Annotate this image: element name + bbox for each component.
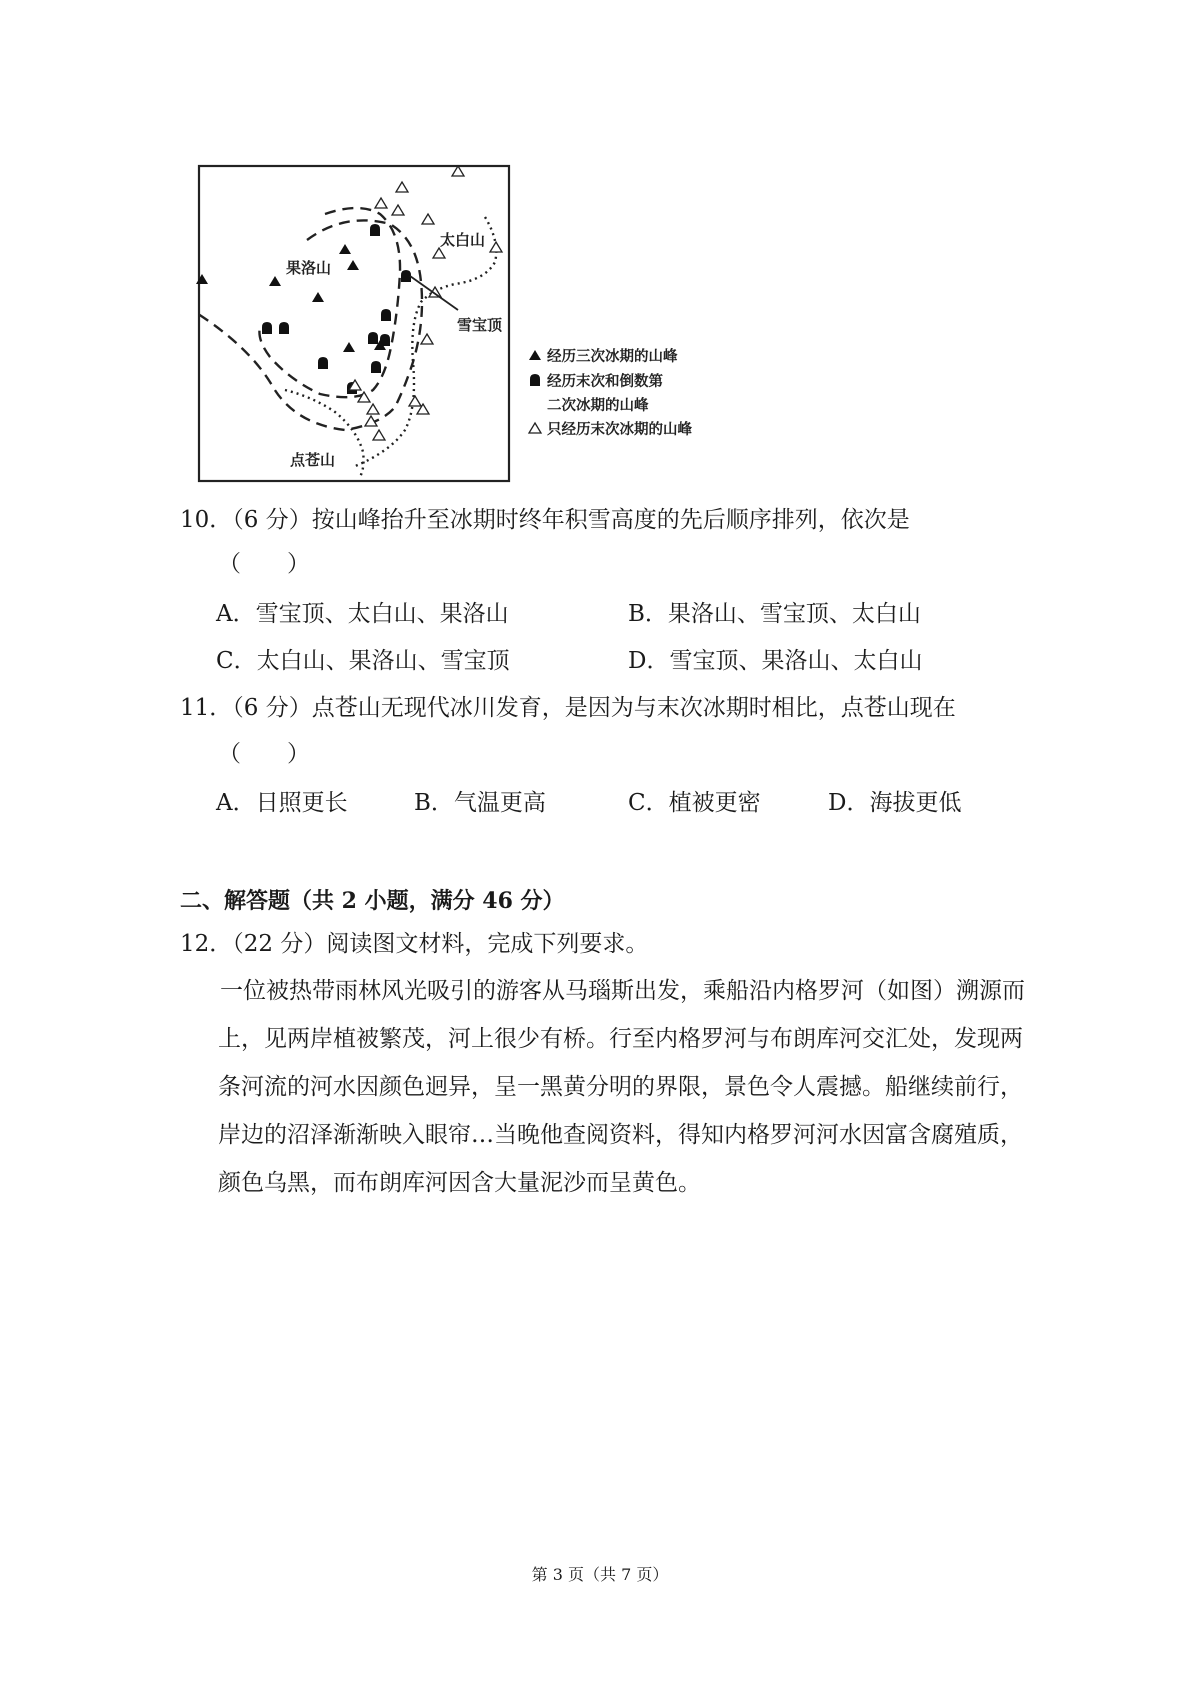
label-xuebao: 雪宝顶 bbox=[457, 316, 503, 334]
legend-item-2: 经历末次和倒数第 bbox=[547, 374, 663, 390]
peak-three-glaciations bbox=[339, 244, 351, 254]
legend-hollow-triangle-icon bbox=[529, 423, 541, 433]
page-footer: 第 3 页（共 7 页） bbox=[531, 1565, 669, 1584]
option-letter: B． bbox=[628, 601, 668, 627]
q10-option-b bbox=[628, 598, 921, 630]
label-taibai: 太白山 bbox=[440, 231, 486, 249]
option-text: 雪宝顶、太白山、果洛山 bbox=[255, 601, 509, 627]
peak-last-two-glaciations bbox=[401, 270, 411, 282]
q11-option-c bbox=[628, 787, 761, 819]
peak-three-glaciations bbox=[269, 276, 281, 286]
option-text: 雪宝顶、果洛山、太白山 bbox=[669, 648, 923, 674]
peak-last-glaciation-only bbox=[375, 198, 387, 208]
peak-last-glaciation-only bbox=[392, 205, 404, 215]
peak-last-glaciation-only bbox=[396, 182, 408, 192]
legend-item-1: 经历三次冰期的山峰 bbox=[547, 349, 678, 365]
legend-item-4: 只经历末次冰期的山峰 bbox=[547, 422, 692, 438]
q12-score: （22 分） bbox=[232, 931, 327, 957]
q11-option-b bbox=[414, 787, 546, 819]
peak-three-glaciations bbox=[196, 274, 208, 284]
q12-number: 12． bbox=[180, 931, 233, 957]
peak-last-glaciation-only bbox=[421, 334, 433, 344]
peak-last-two-glaciations bbox=[380, 334, 390, 346]
option-letter: D． bbox=[628, 648, 670, 674]
glacier-map-svg bbox=[195, 162, 735, 492]
option-letter: D． bbox=[828, 790, 870, 816]
peak-last-glaciation-only bbox=[433, 248, 445, 258]
q12-stem bbox=[180, 928, 648, 960]
q11-number: 11． bbox=[180, 695, 233, 721]
q12-material-paragraph: 一位被热带雨林风光吸引的游客从马瑙斯出发，乘船沿内格罗河（如图）溯源而上，见两岸植被繁茂，河上很少有桥。行至内格罗河与布朗库河交汇处，发现两条河流的河水因颜色迥异，呈一黑黄分明的界限，景色令人震撼。船继续前行，岸边的沼泽渐渐映入眼帘…当晚他查阅资料，得知内格罗河河水因富含腐殖质，颜色乌黑，而布朗库河因含大量泥沙而呈黄色。 bbox=[218, 978, 1025, 1196]
option-letter: A． bbox=[216, 601, 256, 627]
peak-last-two-glaciations bbox=[381, 309, 391, 321]
option-text: 太白山、果洛山、雪宝顶 bbox=[256, 648, 510, 674]
section-heading: 二、解答题（共 2 小题，满分 46 分） bbox=[180, 888, 565, 914]
q12-stem-text: 阅读图文材料，完成下列要求。 bbox=[326, 931, 649, 957]
peak-last-glaciation-only bbox=[422, 214, 434, 224]
option-letter: A． bbox=[216, 790, 256, 816]
option-text: 海拔更低 bbox=[869, 790, 962, 816]
peak-three-glaciations bbox=[347, 260, 359, 270]
option-text: 日照更长 bbox=[255, 790, 348, 816]
option-letter: C． bbox=[628, 790, 669, 816]
peak-last-glaciation-only bbox=[373, 430, 385, 440]
peak-three-glaciations bbox=[343, 342, 355, 352]
q10-answer-paren: （ ） bbox=[218, 551, 310, 577]
glacier-map-figure bbox=[195, 162, 735, 492]
peak-last-two-glaciations bbox=[262, 322, 272, 334]
q11-score: （6 分） bbox=[232, 695, 312, 721]
label-diancang: 点苍山 bbox=[290, 451, 336, 469]
xuebao-leader-line bbox=[410, 276, 458, 310]
peak-last-two-glaciations bbox=[318, 357, 328, 369]
option-letter: C． bbox=[216, 648, 257, 674]
map-legend bbox=[529, 347, 692, 438]
option-text: 果洛山、雪宝顶、太白山 bbox=[667, 601, 921, 627]
peak-last-two-glaciations bbox=[371, 361, 381, 373]
q10-stem bbox=[180, 504, 910, 536]
q11-stem-text: 点苍山无现代冰川发育，是因为与末次冰期时相比，点苍山现在 bbox=[311, 695, 956, 721]
label-guoluo: 果洛山 bbox=[285, 259, 331, 277]
q10-option-c bbox=[216, 645, 510, 677]
option-text: 植被更密 bbox=[668, 790, 761, 816]
legend-filled-bell-icon bbox=[530, 374, 540, 386]
peak-last-two-glaciations bbox=[279, 322, 289, 334]
peak-last-glaciation-only bbox=[409, 396, 421, 406]
q11-option-d bbox=[828, 787, 961, 819]
q10-option-a bbox=[216, 598, 509, 630]
peak-last-glaciation-only bbox=[452, 166, 464, 176]
peak-last-glaciation-only bbox=[429, 287, 441, 297]
option-letter: B． bbox=[414, 790, 454, 816]
legend-filled-triangle-icon bbox=[529, 350, 541, 360]
peak-last-glaciation-only bbox=[490, 242, 502, 252]
q11-option-a bbox=[216, 787, 348, 819]
q10-score: （6 分） bbox=[232, 507, 312, 533]
q10-stem-text: 按山峰抬升至冰期时终年积雪高度的先后顺序排列，依次是 bbox=[311, 507, 910, 533]
peak-three-glaciations bbox=[312, 292, 324, 302]
peak-last-glaciation-only bbox=[367, 404, 379, 414]
legend-item-3: 二次冰期的山峰 bbox=[547, 398, 649, 414]
q11-answer-paren: （ ） bbox=[218, 741, 310, 767]
option-text: 气温更高 bbox=[453, 790, 546, 816]
peak-last-two-glaciations bbox=[370, 224, 380, 236]
peak-last-glaciation-only bbox=[358, 392, 370, 402]
q10-number: 10． bbox=[180, 507, 233, 533]
q11-stem bbox=[180, 692, 956, 724]
q10-option-d bbox=[628, 645, 922, 677]
peak-last-two-glaciations bbox=[368, 332, 378, 344]
